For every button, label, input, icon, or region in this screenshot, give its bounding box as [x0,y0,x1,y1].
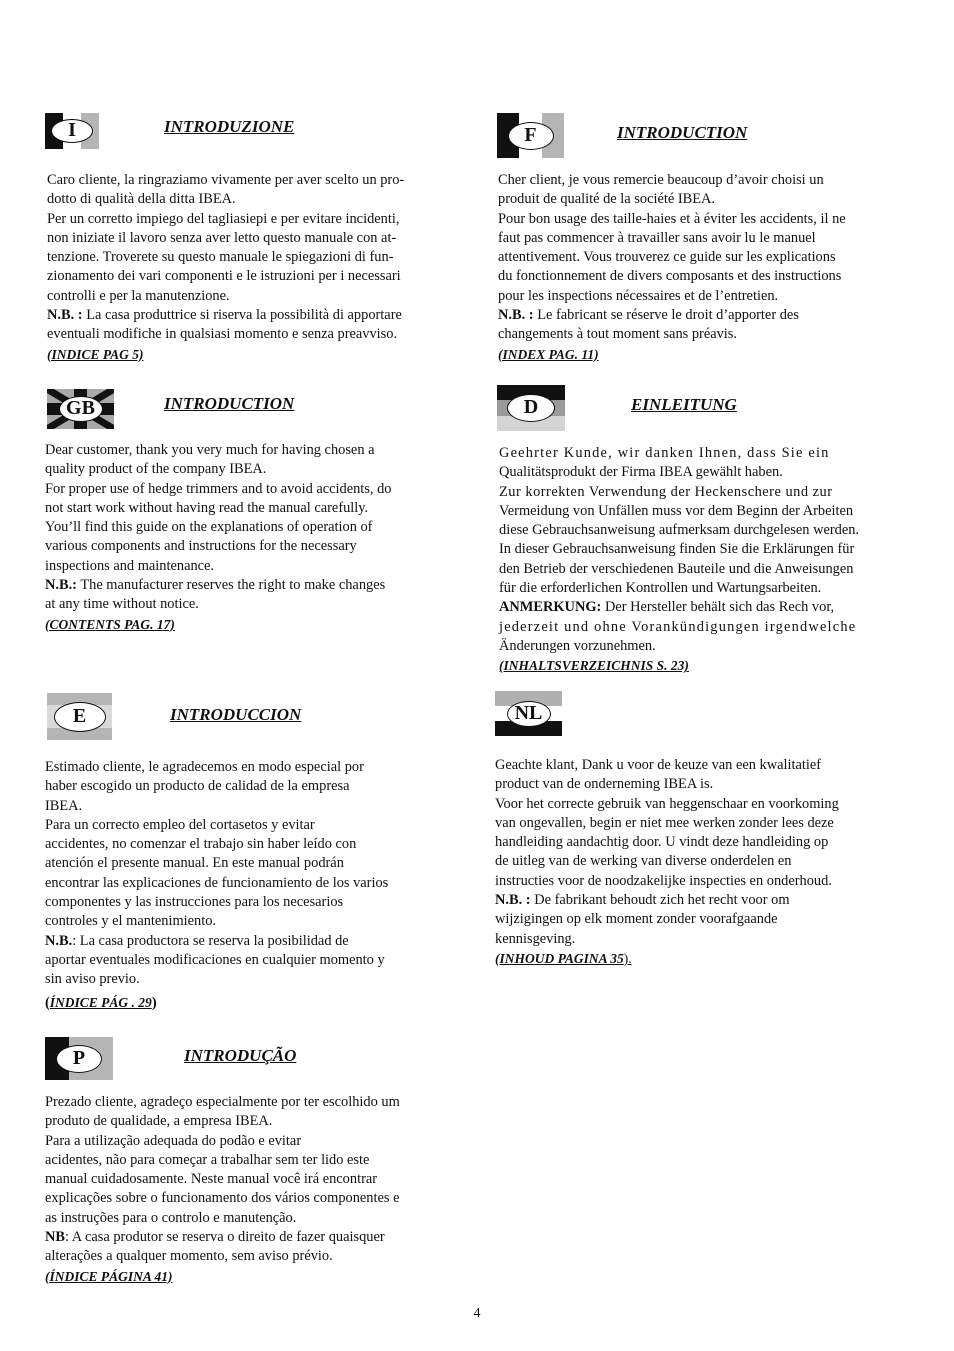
note-line: sin aviso previo. [45,971,140,988]
uk-flag-icon [47,389,114,429]
section-body [495,756,890,969]
note-label: N.B.: [45,577,77,594]
note-label: ANMERKUNG: [499,599,602,616]
body-line: Estimado cliente, le agradecemos en modo especial por [45,759,364,775]
body-line: Dear customer, thank you very much for having chosen a [45,442,375,458]
note-label: NB [45,1229,65,1246]
index-reference-link[interactable]: (INHOUD PAGINA 35 [495,950,624,966]
body-line: Geehrter Kunde, wir danken Ihnen, dass Sie ein [499,445,830,461]
body-line: componentes y las instrucciones para los necesarios [45,894,344,911]
body-line: not start work without having read the manual carefully. [45,499,369,516]
body-line: attentivement. Vous trouverez ce guide sur les explications [498,249,836,266]
body-line: Pour bon usage des taille-haies et à éviter les accidents, il ne [498,210,846,227]
body-line: various components and instructions for the necessary [45,538,357,555]
note-line: aportar eventuales modificaciones en cualquier momento y [45,951,385,968]
note-label: N.B. : [498,307,534,324]
section-body [45,1093,450,1287]
note-label: N.B. [45,932,73,949]
page-number: 4 [473,1306,481,1321]
note-line: alterações a qualquer momento, sem aviso prévio. [45,1248,333,1265]
note-line: De fabrikant behoudt zich het recht voor om [534,892,790,909]
body-line: Caro cliente, la ringraziamo vivamente per aver scelto un pro- [47,172,405,188]
note-line: eventuali modifiche in qualsiasi momento e senza preavviso. [47,326,398,343]
note-line: jederzeit und ohne Vorankündigungen irgendwelche [499,618,857,635]
body-line: IBEA. [45,797,83,814]
body-line: zionamento dei vari componenti e le istruzioni per i necessari [47,268,401,285]
body-line: dotto di qualità della ditta IBEA. [47,191,236,208]
ref-close-paren: ) [151,994,157,1011]
index-reference-link[interactable]: (INDICE PAG 5) [47,346,144,362]
body-line: accidentes, no comenzar el trabajo sin haber leído con [45,836,357,853]
body-line: instructies voor de noodzakelijke inspecties en onderhoud. [495,872,832,889]
body-line: atención el presente manual. En este manual podrán [45,855,344,872]
flag-code: I [51,119,93,143]
body-line: Geachte klant, Dank u voor de keuze van een kwalitatief [495,757,822,773]
flag-code: NL [507,701,551,727]
index-reference-link[interactable]: (CONTENTS PAG. 17) [45,616,175,632]
body-line: van ongevallen, begin er niet mee werken zonder lees deze [495,814,834,831]
body-line: handleiding aandachtig door. U vindt deze handleiding op [495,834,829,851]
note-line: La casa produttrice si riserva la possibilità di apportare [86,307,402,324]
body-line: quality product of the company IBEA. [45,461,267,478]
italian-flag-icon [45,113,99,149]
ref-close-paren: ). [623,950,632,966]
body-line: acidentes, não para começar a trabalhar sem ter lido este [45,1151,370,1168]
section-title: EINLEITUNG [631,395,737,414]
index-reference-link[interactable]: ÍNDICE PÁG . 29 [49,994,152,1010]
section-body [47,171,442,365]
body-line: For proper use of hedge trimmers and to avoid accidents, do [45,480,392,497]
body-line: den Betrieb der verschiedenen Bauteile und die Anweisungen [499,560,854,577]
section-body [499,444,887,677]
note-line: kennisgeving. [495,930,576,947]
section-body [498,171,886,365]
note-label: N.B. : [495,892,531,909]
section-title: INTRODUZIONE [164,117,295,136]
flag-code: P [56,1045,102,1073]
flag-code: D [507,394,555,422]
note-line: wijzigingen op elk moment zonder voorafgaande [495,911,778,928]
index-reference-link[interactable]: (ÍNDICE PÁGINA 41) [45,1268,173,1284]
body-line: manual cuidadosamente. Neste manual você irá encontrar [45,1171,378,1188]
dutch-flag-icon [495,691,562,736]
section-body [45,441,440,635]
body-line: Zur korrekten Verwendung der Heckenschere und zur [499,483,833,500]
index-reference-link[interactable]: (INDEX PAG. 11) [498,346,599,362]
body-line: Cher client, je vous remercie beaucoup d’avoir choisi un [498,172,824,188]
note-line: changements à tout moment sans préavis. [498,326,737,343]
section-body [45,758,445,1013]
note-line: Der Hersteller behält sich das Rech vor, [604,599,835,616]
body-line: product van de onderneming IBEA is. [495,776,714,793]
body-line: Per un corretto impiego del tagliasiepi e per evitare incidenti, [47,210,400,227]
portuguese-flag-icon [45,1037,113,1080]
german-flag-icon [497,385,565,431]
body-line: diese Gebrauchsanweisung aufmerksam durchgelesen werden. [499,522,860,539]
body-line: produto de qualidade, a empresa IBEA. [45,1113,273,1130]
body-line: produit de qualité de la société IBEA. [498,191,715,208]
body-line: tenzione. Troverete su questo manuale le spiegazioni di fun- [47,249,394,266]
note-line: Änderungen vorzunehmen. [499,637,656,654]
flag-code: F [508,122,554,150]
body-line: In dieser Gebrauchsanweisung finden Sie die Erklärungen für [499,541,855,558]
flag-code: E [54,702,106,732]
body-line: haber escogido un producto de calidad de la empresa [45,778,350,795]
body-line: You’ll find this guide on the explanations of operation of [45,519,373,536]
body-line: Para un correcto empleo del cortasetos y evitar [45,816,315,833]
note-line: at any time without notice. [45,596,199,613]
body-line: du fonctionnement de divers composants et des instructions [498,268,842,285]
body-line: Para a utilização adequada do podão e evitar [45,1132,302,1149]
body-line: für die erforderlichen Kontrollen und Wartungsarbeiten. [499,580,822,597]
body-line: Qualitätsprodukt der Firma IBEA gewählt haben. [499,464,783,481]
body-line: Vermeidung von Unfällen muss vor dem Beginn der Arbeiten [499,502,854,519]
body-line: faut pas commencer à travailler sans avoir lu le manuel [498,229,816,246]
section-title: INTRODUÇÃO [184,1046,297,1065]
body-line: Prezado cliente, agradeço especialmente por ter escolhido um [45,1094,400,1110]
spanish-flag-icon [47,693,112,740]
note-line: : A casa produtor se reserva o direito de fazer quaisquer [65,1229,385,1246]
note-line: : La casa productora se reserva la posibilidad de [72,932,349,949]
body-line: Voor het correcte gebruik van heggenschaar en voorkoming [495,795,839,812]
body-line: de uitleg van de werking van diverse onderdelen en [495,853,792,870]
flag-code: GB [59,396,103,422]
body-line: pour les inspections nécessaires et de l’entretien. [498,287,779,304]
body-line: controles y el mantenimiento. [45,913,217,930]
body-line: controlli e per la manutenzione. [47,287,230,304]
body-line: encontrar las explicaciones de funcionamiento de los varios [45,874,389,891]
french-flag-icon [497,113,564,158]
note-line: The manufacturer reserves the right to make changes [80,577,386,594]
note-line: Le fabricant se réserve le droit d’apporter des [537,307,799,324]
index-reference-link[interactable]: (INHALTSVERZEICHNIS S. 23) [499,658,689,674]
ref-open-paren: ( [45,994,50,1011]
section-title: INTRODUCCION [170,705,302,724]
body-line: non iniziate il lavoro senza aver letto questo manuale con at- [47,229,397,246]
section-title: INTRODUCTION [617,123,748,142]
note-label: N.B. : [47,307,83,324]
section-title: INTRODUCTION [164,394,295,413]
body-line: explicações sobre o funcionamento dos vários componentes e [45,1190,400,1207]
body-line: as instruções para o controlo e manutenção. [45,1209,297,1226]
body-line: inspections and maintenance. [45,557,215,574]
